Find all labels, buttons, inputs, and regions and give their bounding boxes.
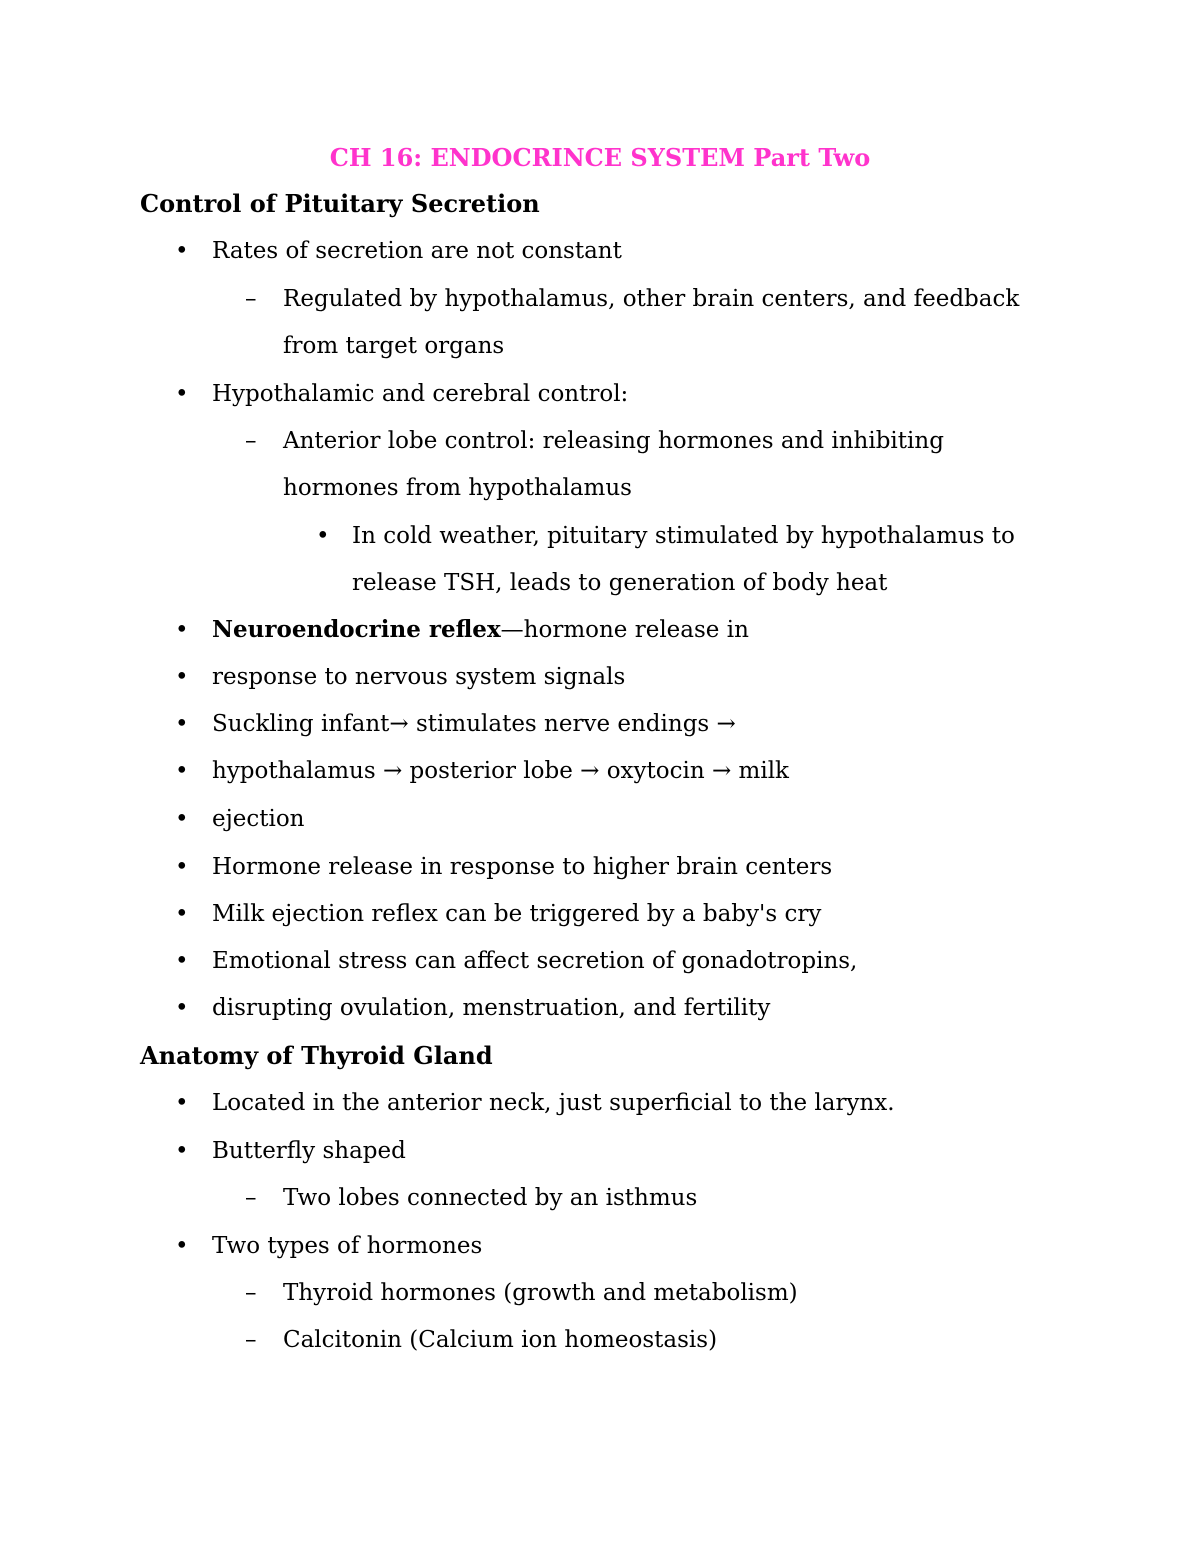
section-heading-thyroid: Anatomy of Thyroid Gland (140, 1041, 493, 1070)
term-neuroendocrine-reflex: Neuroendocrine reflex (212, 616, 501, 643)
list-item: Regulated by hypothalamus, other brain centers, and feedback (283, 286, 1020, 312)
bullet-icon: • (175, 948, 189, 974)
list-item: Located in the anterior neck, just superficial to the larynx. (212, 1090, 895, 1116)
list-item: ejection (212, 806, 305, 832)
bullet-icon: • (175, 901, 189, 927)
bullet-icon: • (175, 238, 189, 264)
list-item: Hormone release in response to higher brain centers (212, 854, 833, 880)
bullet-icon: • (175, 854, 189, 880)
dash-icon: – (245, 428, 257, 454)
bullet-icon: • (175, 995, 189, 1021)
list-item: Two types of hormones (212, 1233, 483, 1259)
list-item: Rates of secretion are not constant (212, 238, 622, 264)
section-heading-pituitary: Control of Pituitary Secretion (140, 189, 540, 218)
bullet-icon: • (316, 523, 330, 549)
bullet-icon: • (175, 617, 189, 643)
list-item: Suckling infant→ stimulates nerve endings → (212, 711, 736, 737)
list-item-continuation: release TSH, leads to generation of body heat (352, 570, 888, 596)
bullet-icon: • (175, 1233, 189, 1259)
bullet-icon: • (175, 806, 189, 832)
dash-icon: – (245, 1280, 257, 1306)
list-item: Two lobes connected by an isthmus (283, 1185, 698, 1211)
list-item-continuation: hormones from hypothalamus (283, 475, 632, 501)
bullet-icon: • (175, 758, 189, 784)
document-title: CH 16: ENDOCRINCE SYSTEM Part Two (329, 143, 871, 172)
bullet-icon: • (175, 1090, 189, 1116)
list-item: disrupting ovulation, menstruation, and fertility (212, 995, 771, 1021)
dash-icon: – (245, 286, 257, 312)
list-item: In cold weather, pituitary stimulated by hypothalamus to (352, 523, 1015, 549)
list-item: Thyroid hormones (growth and metabolism) (283, 1280, 798, 1306)
list-item: Milk ejection reflex can be triggered by a baby's cry (212, 901, 822, 927)
list-item: Emotional stress can affect secretion of gonadotropins, (212, 948, 858, 974)
list-item: Calcitonin (Calcium ion homeostasis) (283, 1327, 718, 1353)
bullet-icon: • (175, 664, 189, 690)
bullet-icon: • (175, 381, 189, 407)
bullet-icon: • (175, 711, 189, 737)
term-definition: —hormone release in (500, 617, 749, 643)
list-item: Hypothalamic and cerebral control: (212, 381, 629, 407)
dash-icon: – (245, 1185, 257, 1211)
list-item (212, 612, 749, 648)
list-item: Anterior lobe control: releasing hormones and inhibiting (283, 428, 944, 454)
list-item-continuation: from target organs (283, 333, 505, 359)
list-item: Butterfly shaped (212, 1138, 406, 1164)
list-item: response to nervous system signals (212, 664, 626, 690)
dash-icon: – (245, 1327, 257, 1353)
bullet-icon: • (175, 1138, 189, 1164)
list-item: hypothalamus → posterior lobe → oxytocin → milk (212, 758, 789, 784)
